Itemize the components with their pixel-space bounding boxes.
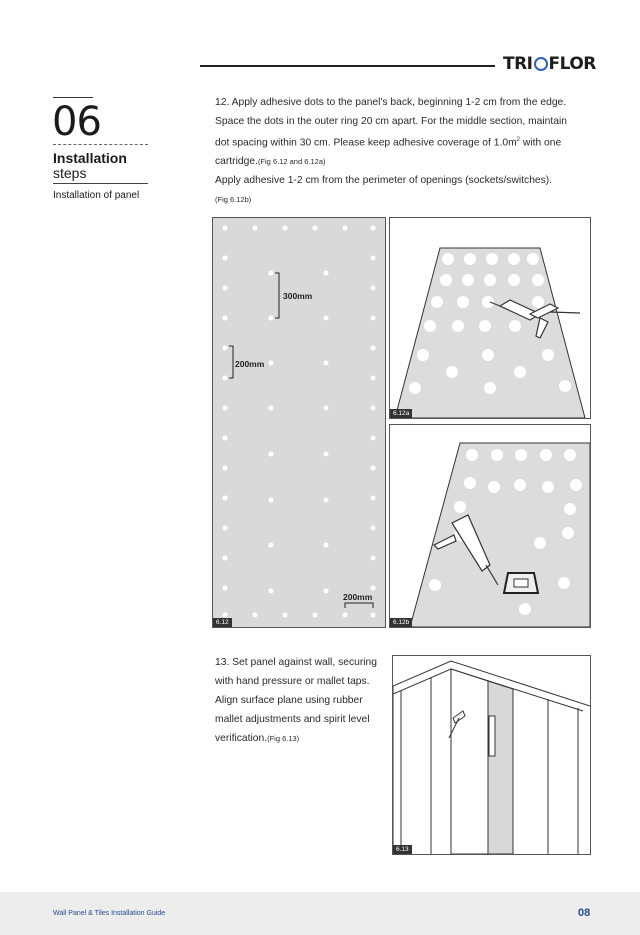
- figure-6-12b: [389, 424, 591, 628]
- svg-text:200mm: 200mm: [235, 359, 265, 369]
- brand-logo: TRI FLOR: [503, 54, 596, 74]
- footer-guide-title: Wall Panel & Tiles Installation Guide: [53, 910, 166, 917]
- section-rule: [53, 97, 93, 98]
- room-wall-panel-illustration: [393, 656, 590, 854]
- figure-label: 6.12a: [390, 409, 412, 418]
- section-subtitle: steps: [53, 165, 87, 181]
- header-rule: [200, 65, 495, 67]
- section-divider: [53, 144, 148, 145]
- logo-ring-icon: [534, 57, 548, 71]
- figure-label: 6.13: [393, 845, 412, 854]
- svg-text:200mm: 200mm: [343, 592, 373, 602]
- step-13-text: 13. Set panel against wall, securing with hand pressure or mallet taps. Align surface plane using rubber mallet adjustments and spirit level verification.(Fig 6.13): [215, 657, 377, 744]
- step-12-text: 12. Apply adhesive dots to the panel's back, beginning 1-2 cm from the edge. Space the dots in the outer ring 20 cm apart. For the middle section, maintain dot spacing within 30 cm. Please keep adhesive coverage of $1.0m^2$ with one cartridge.(Fig 6.12 and 6.12a) Apply adhesive 1-2 cm from the perimeter of openings (sockets/switches). (Fig 6.12b): [215, 97, 567, 205]
- section-topic: Installation of panel: [53, 190, 140, 201]
- figure-label: 6.12b: [390, 618, 412, 627]
- opening-adhesive-illustration: [390, 425, 590, 627]
- figure-6-12: [212, 217, 386, 628]
- page-number: 08: [578, 907, 591, 919]
- figure-label: 6.12: [213, 618, 232, 627]
- section-title: Installation: [53, 150, 127, 166]
- section-number: 06: [52, 99, 101, 145]
- figure-6-12a: [389, 217, 591, 419]
- figure-6-13: [392, 655, 591, 855]
- adhesive-dot-layout-diagram: [213, 218, 385, 627]
- caulk-gun-panel-illustration: [390, 218, 590, 418]
- svg-text:300mm: 300mm: [283, 291, 313, 301]
- section-rule-bottom: [53, 183, 148, 184]
